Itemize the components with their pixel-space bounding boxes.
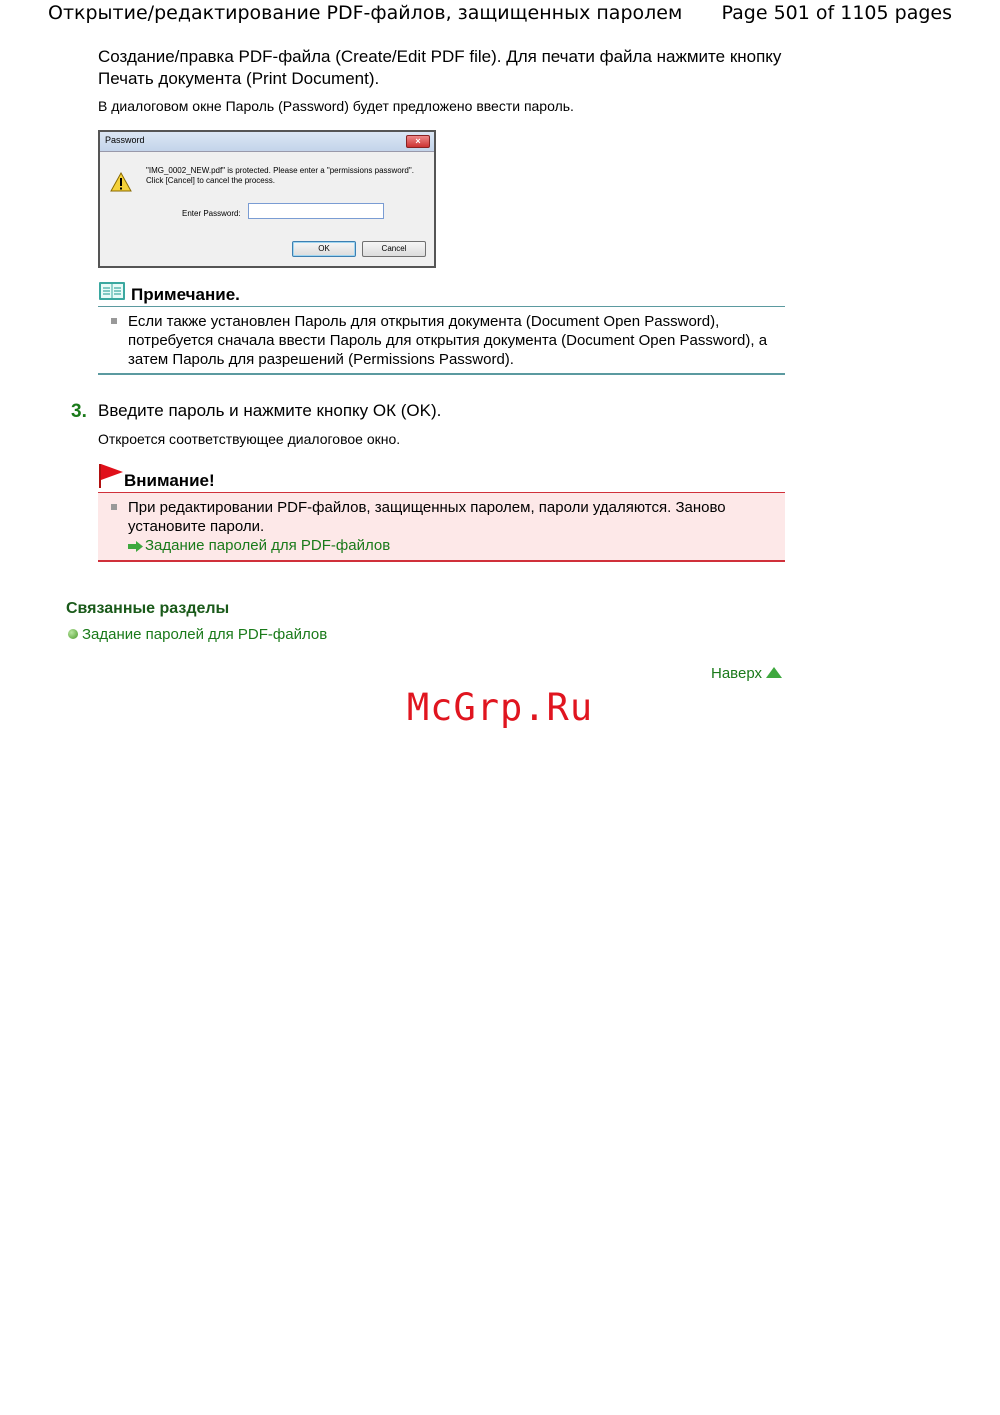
book-icon [98,280,126,302]
arrow-right-icon [128,541,143,552]
warning-icon [110,172,132,192]
note-body [98,307,785,375]
cancel-button[interactable]: Cancel [362,241,426,257]
step-instruction: Введите пароль и нажмите кнопку ОК (OK). [98,401,442,420]
step-result: Откроется соответствующее диалоговое окно. [98,431,401,447]
note-text: Если также установлен Пароль для открытия документа (Document Open Password), потребуется сначала ввести Пароль для открытия документа (Document Open Password), а затем Пароль для разрешений (Permissions Password). [128,313,768,368]
caution-title: Внимание! [124,471,215,490]
related-topic-link[interactable] [68,626,327,643]
password-input[interactable] [248,203,384,219]
caution-text: При редактировании PDF-файлов, защищенных паролем, пароли удаляются. Заново установите пароли. [128,499,726,535]
back-to-top-link[interactable] [711,665,782,682]
set-passwords-link[interactable] [128,537,390,554]
page-header [0,0,1000,30]
up-triangle-icon [766,667,782,678]
page-counter: Page 501 of 1105 pages [721,2,952,24]
ok-button[interactable]: OK [292,241,356,257]
intro-paragraph: Создание/правка PDF-файла (Create/Edit PDF file). Для печати файла нажмите кнопку Печать документа (Print Document). [98,47,782,88]
back-to-top-label[interactable]: Наверх [711,665,762,682]
green-dot-icon [68,629,78,639]
dialog-description: В диалоговом окне Пароль (Password) будет предложено ввести пароль. [98,98,574,114]
caution-header [98,463,785,493]
bullet-icon [111,318,117,324]
set-passwords-link-label[interactable]: Задание паролей для PDF-файлов [145,537,391,554]
document-title: Открытие/редактирование PDF-файлов, защищенных паролем [48,2,683,24]
password-dialog-screenshot [98,130,436,268]
password-field-label: Enter Password: [182,209,241,218]
red-flag-icon [98,463,124,489]
caution-body [98,493,785,562]
note-title: Примечание. [131,285,240,304]
dialog-message [146,166,426,186]
dialog-title: Password [105,135,145,145]
dialog-message-line1: "IMG_0002_NEW.pdf" is protected. Please enter a "permissions password". [146,166,414,175]
step-number: 3. [71,401,87,422]
close-icon[interactable]: × [406,135,430,148]
dialog-titlebar [100,132,434,152]
bullet-icon [111,504,117,510]
related-topic-link-label[interactable]: Задание паролей для PDF-файлов [82,626,328,643]
watermark: McGrp.Ru [406,686,594,729]
note-header [98,280,785,307]
related-topics-heading: Связанные разделы [66,600,230,617]
dialog-message-line2: Click [Cancel] to cancel the process. [146,176,275,185]
